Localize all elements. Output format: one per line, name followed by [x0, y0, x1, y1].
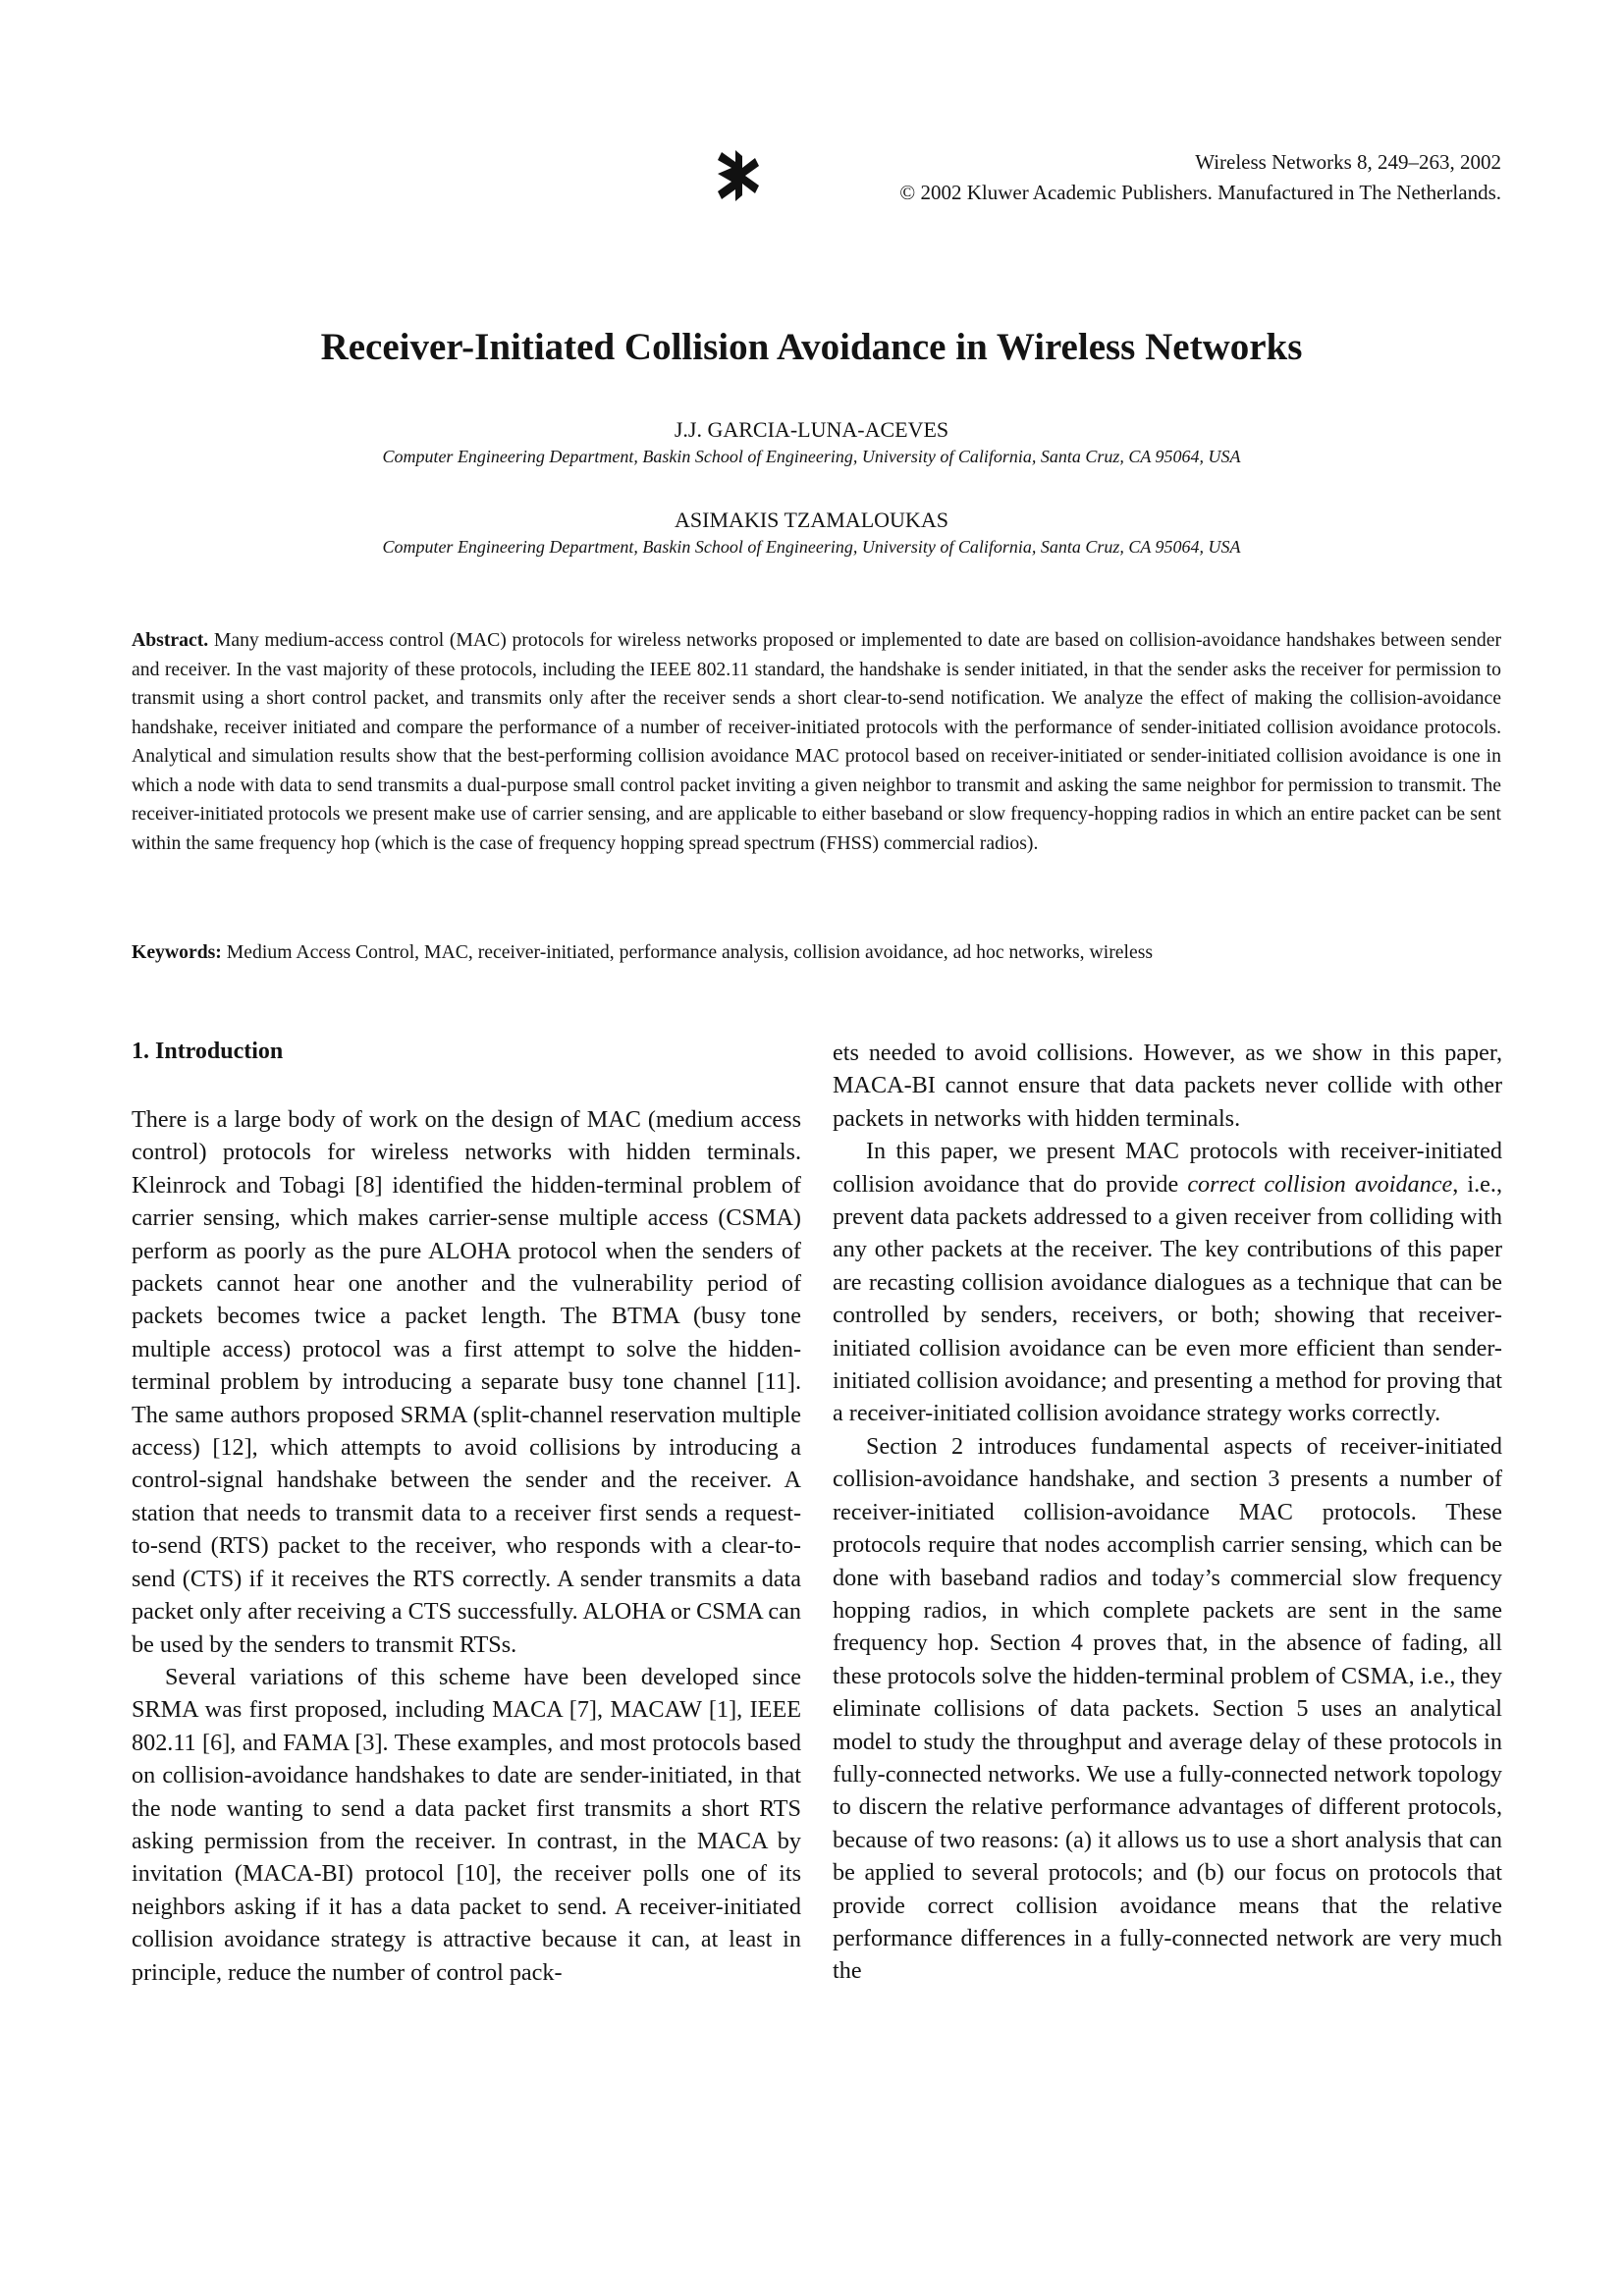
- keywords: [132, 938, 1501, 968]
- paragraph-text: , i.e., prevent data packets addressed to a given receiver from colliding with any other packets at the receiver. The key contributions of this paper are recasting collision avoidance dialogues as a technique that can be controlled by senders, receivers, or both; showing that receiver-initiated collision avoidance can be even more efficient than sender-initiated collision avoidance; and presenting a method for proving that a receiver-initiated collision avoidance strategy works correctly.: [833, 1170, 1502, 1427]
- journal-citation: Wireless Networks 8, 249–263, 2002: [1195, 150, 1501, 174]
- body-paragraph-continued: ets needed to avoid collisions. However, as we show in this paper, MACA-BI cannot ensure that data packets never collide with other packets in networks with hidden terminals.: [833, 1040, 1502, 1132]
- body-paragraph: Section 2 introduces fundamental aspects of receiver-initiated collision-avoidance handshake, and section 3 presents a number of receiver-initiated collision-avoidance MAC protocols. These protocols require that nodes accomplish carrier sensing, which can be done with baseband radios and today’s commercial slow frequency hopping radios, in which complete packets are sent in the same frequency hop. Section 4 proves that, in the absence of fading, all these protocols solve the hidden-terminal problem of CSMA, i.e., they eliminate collisions of data packets. Section 5 uses an analytical model to study the throughput and average delay of these protocols in fully-connected networks. We use a fully-connected network topology to discern the relative performance advantages of different protocols, because of two reasons: (a) it allows us to use a short analysis that can be applied to several protocols; and (b) our focus on protocols that provide correct collision avoidance means that the relative performance differences in a fully-connected network are very much the: [833, 1432, 1502, 1985]
- author-name: J.J. GARCIA-LUNA-ACEVES: [674, 417, 949, 442]
- abstract-text: Many medium-access control (MAC) protocols for wireless networks proposed or implemented to date are based on collision-avoidance handshakes between sender and receiver. In the vast majority of these protocols, including the IEEE 802.11 standard, the handshake is sender initiated, in that the sender asks the receiver for permission to transmit using a short control packet, and transmits only after the receiver sends a short clear-to-send notification. We analyze the effect of making the collision-avoidance handshake, receiver initiated and compare the performance of a number of receiver-initiated protocols with the performance of sender-initiated collision avoidance protocols. Analytical and simulation results show that the best-performing collision avoidance MAC protocol based on receiver-initiated or sender-initiated collision avoidance is one in which a node with data to send transmits a dual-purpose small control packet inviting a given neighbor to transmit and asking the same neighbor for permission to transmit. The receiver-initiated protocols we present make use of carrier sensing, and are applicable to either baseband or slow frequency-hopping radios in which an entire packet can be sent within the same frequency hop (which is the case of frequency hopping spread spectrum (FHSS) commercial radios).: [132, 629, 1501, 854]
- section-heading: 1. Introduction: [132, 1039, 284, 1064]
- author-name: ASIMAKIS TZAMALOUKAS: [675, 507, 948, 532]
- paper-title: Receiver-Initiated Collision Avoidance in Wireless Networks: [320, 326, 1303, 368]
- keywords-label: Keywords:: [132, 941, 222, 963]
- author-block: [0, 507, 1623, 560]
- copyright-notice: © 2002 Kluwer Academic Publishers. Manufactured in The Netherlands.: [899, 181, 1501, 204]
- body-paragraph: There is a large body of work on the design of MAC (medium access control) protocols for wireless networks with hidden terminals. Kleinrock and Tobagi [8] identified the hidden-terminal problem of carrier sensing, which makes carrier-sense multiple access (CSMA) perform as poorly as the pure ALOHA protocol when the senders of packets cannot hear one another and the vulnerability period of packets becomes twice a packet length. The BTMA (busy tone multiple access) protocol was a first attempt to solve the hidden-terminal problem by introducing a separate busy tone channel [11]. The same authors proposed SRMA (split-channel reservation multiple access) [12], which attempts to avoid collisions by introducing a control-signal handshake between the sender and the receiver. A station that needs to transmit data to a receiver first sends a request-to-send (RTS) packet to the receiver, who responds with a clear-to-send (CTS) if it receives the RTS correctly. A sender transmits a data packet only after receiving a CTS successfully. ALOHA or CSMA can be used by the senders to transmit RTSs.: [132, 1106, 801, 1658]
- keywords-text: Medium Access Control, MAC, receiver-initiated, performance analysis, collision avoidance, ad hoc networks, wireless: [226, 941, 1154, 963]
- left-column: [132, 1037, 801, 1989]
- author-block: [0, 416, 1623, 469]
- emphasis-text: correct collision avoidance: [1187, 1170, 1453, 1198]
- paragraph-text: In this paper, we present MAC protocols with receiver-initiated collision avoidance that do provide: [833, 1138, 1502, 1198]
- author-affiliation: Computer Engineering Department, Baskin School of Engineering, University of California, Santa Cruz, CA 95064, USA: [382, 447, 1241, 466]
- abstract: [132, 626, 1501, 858]
- kluwer-logo-icon: [716, 148, 761, 203]
- abstract-label: Abstract.: [132, 629, 209, 651]
- right-column: [833, 1037, 1502, 1988]
- journal-info: [899, 147, 1501, 208]
- body-paragraph: Several variations of this scheme have been developed since SRMA was first proposed, including MACA [7], MACAW [1], IEEE 802.11 [6], and FAMA [3]. These examples, and most protocols based on collision-avoidance handshakes to date are sender-initiated, in that the node wanting to send a data packet first transmits a short RTS asking permission from the receiver. In contrast, in the MACA by invitation (MACA-BI) protocol [10], the receiver polls one of its neighbors asking if it has a data packet to send. A receiver-initiated collision avoidance strategy is attractive because it can, at least in principle, reduce the number of control pack-: [132, 1663, 801, 1986]
- author-affiliation: Computer Engineering Department, Baskin School of Engineering, University of California, Santa Cruz, CA 95064, USA: [382, 537, 1241, 557]
- body-paragraph: [833, 1135, 1502, 1430]
